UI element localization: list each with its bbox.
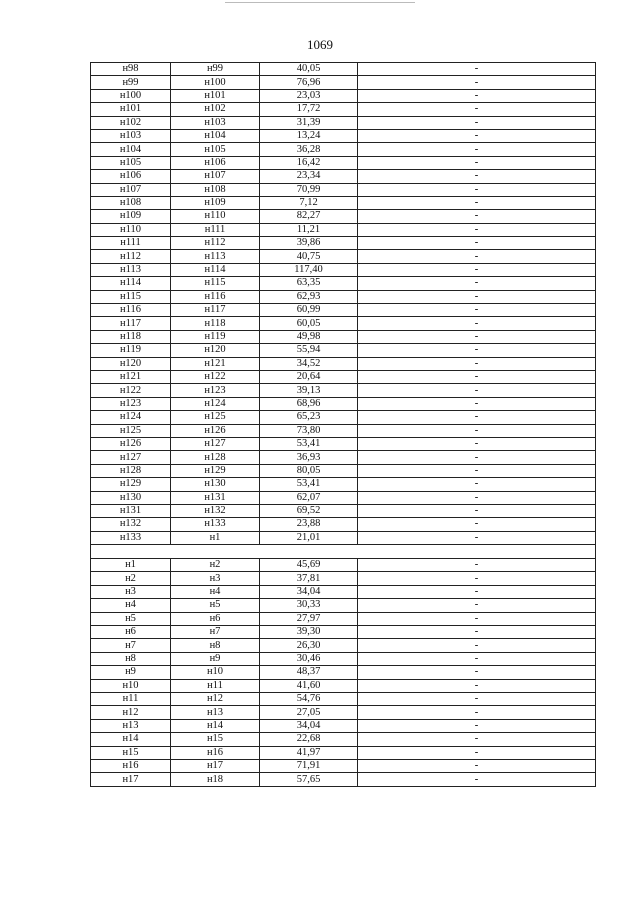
distance-cell: 48,37	[260, 666, 358, 679]
point-from-cell: н111	[91, 237, 171, 250]
distance-cell: 55,94	[260, 344, 358, 357]
spacer-cell	[91, 545, 596, 559]
point-from-cell: н98	[91, 63, 171, 76]
note-cell: -	[358, 437, 596, 450]
distance-cell: 22,68	[260, 733, 358, 746]
distance-cell: 34,04	[260, 585, 358, 598]
note-cell: -	[358, 370, 596, 383]
point-from-cell: н125	[91, 424, 171, 437]
point-from-cell: н126	[91, 437, 171, 450]
table-row	[91, 437, 596, 450]
note-cell: -	[358, 89, 596, 102]
note-cell: -	[358, 424, 596, 437]
distance-cell: 60,99	[260, 304, 358, 317]
table-row	[91, 746, 596, 759]
table-row	[91, 397, 596, 410]
point-to-cell: н2	[171, 559, 260, 572]
note-cell: -	[358, 250, 596, 263]
distance-cell: 53,41	[260, 437, 358, 450]
point-from-cell: н14	[91, 733, 171, 746]
point-to-cell: н4	[171, 585, 260, 598]
point-to-cell: н126	[171, 424, 260, 437]
table-row	[91, 196, 596, 209]
table-row	[91, 626, 596, 639]
point-from-cell: н133	[91, 531, 171, 544]
point-from-cell: н9	[91, 666, 171, 679]
point-to-cell: н120	[171, 344, 260, 357]
note-cell: -	[358, 585, 596, 598]
note-cell: -	[358, 384, 596, 397]
distance-cell: 11,21	[260, 223, 358, 236]
table-row	[91, 210, 596, 223]
table-row	[91, 478, 596, 491]
distance-cell: 80,05	[260, 464, 358, 477]
point-to-cell: н107	[171, 170, 260, 183]
point-to-cell: н109	[171, 196, 260, 209]
distance-cell: 65,23	[260, 411, 358, 424]
point-from-cell: н103	[91, 129, 171, 142]
note-cell: -	[358, 63, 596, 76]
table-row	[91, 63, 596, 76]
point-from-cell: н1	[91, 559, 171, 572]
distance-cell: 26,30	[260, 639, 358, 652]
point-from-cell: н128	[91, 464, 171, 477]
table-row	[91, 344, 596, 357]
distance-cell: 117,40	[260, 263, 358, 276]
point-from-cell: н115	[91, 290, 171, 303]
point-to-cell: н122	[171, 370, 260, 383]
note-cell: -	[358, 210, 596, 223]
table-row	[91, 116, 596, 129]
table-row	[91, 223, 596, 236]
point-to-cell: н6	[171, 612, 260, 625]
top-edge-rule	[225, 2, 415, 3]
distance-cell: 45,69	[260, 559, 358, 572]
boundary-table-body	[91, 63, 596, 787]
point-from-cell: н112	[91, 250, 171, 263]
distance-cell: 62,07	[260, 491, 358, 504]
note-cell: -	[358, 76, 596, 89]
point-from-cell: н123	[91, 397, 171, 410]
distance-cell: 37,81	[260, 572, 358, 585]
table-row	[91, 572, 596, 585]
table-row	[91, 692, 596, 705]
distance-cell: 7,12	[260, 196, 358, 209]
table-row	[91, 639, 596, 652]
note-cell: -	[358, 518, 596, 531]
note-cell: -	[358, 639, 596, 652]
table-row	[91, 773, 596, 786]
point-to-cell: н124	[171, 397, 260, 410]
note-cell: -	[358, 464, 596, 477]
point-from-cell: н10	[91, 679, 171, 692]
point-from-cell: н102	[91, 116, 171, 129]
table-row	[91, 103, 596, 116]
note-cell: -	[358, 666, 596, 679]
distance-cell: 69,52	[260, 504, 358, 517]
distance-cell: 36,28	[260, 143, 358, 156]
distance-cell: 23,03	[260, 89, 358, 102]
table-row	[91, 679, 596, 692]
table-row	[91, 143, 596, 156]
table-row	[91, 237, 596, 250]
table-row	[91, 76, 596, 89]
note-cell: -	[358, 612, 596, 625]
point-from-cell: н3	[91, 585, 171, 598]
point-to-cell: н102	[171, 103, 260, 116]
point-from-cell: н99	[91, 76, 171, 89]
note-cell: -	[358, 773, 596, 786]
note-cell: -	[358, 156, 596, 169]
point-to-cell: н103	[171, 116, 260, 129]
point-to-cell: н9	[171, 652, 260, 665]
note-cell: -	[358, 706, 596, 719]
distance-cell: 34,04	[260, 719, 358, 732]
table-row	[91, 666, 596, 679]
distance-cell: 57,65	[260, 773, 358, 786]
point-to-cell: н115	[171, 277, 260, 290]
table-row	[91, 183, 596, 196]
note-cell: -	[358, 290, 596, 303]
note-cell: -	[358, 344, 596, 357]
note-cell: -	[358, 759, 596, 772]
table-row	[91, 585, 596, 598]
note-cell: -	[358, 183, 596, 196]
point-from-cell: н108	[91, 196, 171, 209]
distance-cell: 49,98	[260, 330, 358, 343]
distance-cell: 17,72	[260, 103, 358, 116]
note-cell: -	[358, 652, 596, 665]
point-to-cell: н11	[171, 679, 260, 692]
point-from-cell: н6	[91, 626, 171, 639]
distance-cell: 27,97	[260, 612, 358, 625]
table-row	[91, 652, 596, 665]
point-to-cell: н17	[171, 759, 260, 772]
table-row	[91, 491, 596, 504]
table-row	[91, 706, 596, 719]
point-to-cell: н100	[171, 76, 260, 89]
point-to-cell: н106	[171, 156, 260, 169]
table-row	[91, 370, 596, 383]
point-from-cell: н117	[91, 317, 171, 330]
note-cell: -	[358, 277, 596, 290]
point-to-cell: н10	[171, 666, 260, 679]
note-cell: -	[358, 733, 596, 746]
point-from-cell: н118	[91, 330, 171, 343]
note-cell: -	[358, 411, 596, 424]
point-to-cell: н130	[171, 478, 260, 491]
point-to-cell: н8	[171, 639, 260, 652]
point-to-cell: н129	[171, 464, 260, 477]
point-to-cell: н7	[171, 626, 260, 639]
distance-cell: 70,99	[260, 183, 358, 196]
table-row	[91, 504, 596, 517]
distance-cell: 23,34	[260, 170, 358, 183]
table-row	[91, 531, 596, 544]
note-cell: -	[358, 719, 596, 732]
point-to-cell: н114	[171, 263, 260, 276]
point-to-cell: н132	[171, 504, 260, 517]
point-to-cell: н16	[171, 746, 260, 759]
distance-cell: 39,30	[260, 626, 358, 639]
table-row	[91, 719, 596, 732]
distance-cell: 21,01	[260, 531, 358, 544]
note-cell: -	[358, 330, 596, 343]
point-from-cell: н5	[91, 612, 171, 625]
note-cell: -	[358, 451, 596, 464]
point-from-cell: н109	[91, 210, 171, 223]
point-to-cell: н105	[171, 143, 260, 156]
distance-cell: 53,41	[260, 478, 358, 491]
distance-cell: 62,93	[260, 290, 358, 303]
point-from-cell: н132	[91, 518, 171, 531]
point-from-cell: н12	[91, 706, 171, 719]
point-from-cell: н120	[91, 357, 171, 370]
distance-cell: 60,05	[260, 317, 358, 330]
distance-cell: 82,27	[260, 210, 358, 223]
point-to-cell: н99	[171, 63, 260, 76]
note-cell: -	[358, 491, 596, 504]
point-from-cell: н15	[91, 746, 171, 759]
point-to-cell: н121	[171, 357, 260, 370]
distance-cell: 63,35	[260, 277, 358, 290]
distance-cell: 71,91	[260, 759, 358, 772]
point-from-cell: н113	[91, 263, 171, 276]
point-to-cell: н101	[171, 89, 260, 102]
point-to-cell: н111	[171, 223, 260, 236]
point-from-cell: н17	[91, 773, 171, 786]
point-from-cell: н4	[91, 599, 171, 612]
point-from-cell: н2	[91, 572, 171, 585]
note-cell: -	[358, 599, 596, 612]
point-to-cell: н127	[171, 437, 260, 450]
point-to-cell: н18	[171, 773, 260, 786]
distance-cell: 54,76	[260, 692, 358, 705]
note-cell: -	[358, 170, 596, 183]
note-cell: -	[358, 504, 596, 517]
note-cell: -	[358, 572, 596, 585]
point-to-cell: н116	[171, 290, 260, 303]
table-row	[91, 317, 596, 330]
point-from-cell: н127	[91, 451, 171, 464]
note-cell: -	[358, 304, 596, 317]
table-row	[91, 304, 596, 317]
note-cell: -	[358, 196, 596, 209]
page-number: 1069	[307, 37, 333, 52]
table-row	[91, 170, 596, 183]
distance-cell: 41,60	[260, 679, 358, 692]
table-row	[91, 129, 596, 142]
table-row	[91, 451, 596, 464]
note-cell: -	[358, 237, 596, 250]
point-to-cell: н133	[171, 518, 260, 531]
note-cell: -	[358, 357, 596, 370]
table-row	[91, 464, 596, 477]
distance-cell: 31,39	[260, 116, 358, 129]
point-from-cell: н121	[91, 370, 171, 383]
point-from-cell: н119	[91, 344, 171, 357]
point-to-cell: н113	[171, 250, 260, 263]
note-cell: -	[358, 103, 596, 116]
distance-cell: 30,33	[260, 599, 358, 612]
note-cell: -	[358, 397, 596, 410]
note-cell: -	[358, 143, 596, 156]
note-cell: -	[358, 679, 596, 692]
point-to-cell: н108	[171, 183, 260, 196]
point-from-cell: н8	[91, 652, 171, 665]
point-from-cell: н130	[91, 491, 171, 504]
distance-cell: 20,64	[260, 370, 358, 383]
point-to-cell: н13	[171, 706, 260, 719]
table-row	[91, 612, 596, 625]
note-cell: -	[358, 559, 596, 572]
point-from-cell: н13	[91, 719, 171, 732]
boundary-table	[90, 62, 596, 787]
distance-cell: 73,80	[260, 424, 358, 437]
table-row	[91, 290, 596, 303]
table-row	[91, 357, 596, 370]
table-row	[91, 384, 596, 397]
table-row	[91, 411, 596, 424]
note-cell: -	[358, 317, 596, 330]
point-from-cell: н106	[91, 170, 171, 183]
point-from-cell: н129	[91, 478, 171, 491]
point-from-cell: н100	[91, 89, 171, 102]
table-row	[91, 759, 596, 772]
point-from-cell: н11	[91, 692, 171, 705]
distance-cell: 39,86	[260, 237, 358, 250]
note-cell: -	[358, 692, 596, 705]
table-row	[91, 599, 596, 612]
distance-cell: 23,88	[260, 518, 358, 531]
point-from-cell: н101	[91, 103, 171, 116]
distance-cell: 27,05	[260, 706, 358, 719]
note-cell: -	[358, 223, 596, 236]
point-from-cell: н110	[91, 223, 171, 236]
table-row	[91, 330, 596, 343]
table-spacer-row	[91, 545, 596, 559]
point-to-cell: н112	[171, 237, 260, 250]
point-from-cell: н116	[91, 304, 171, 317]
point-to-cell: н15	[171, 733, 260, 746]
note-cell: -	[358, 531, 596, 544]
point-to-cell: н119	[171, 330, 260, 343]
distance-cell: 40,05	[260, 63, 358, 76]
point-to-cell: н5	[171, 599, 260, 612]
note-cell: -	[358, 116, 596, 129]
note-cell: -	[358, 746, 596, 759]
point-from-cell: н16	[91, 759, 171, 772]
table-row	[91, 250, 596, 263]
distance-cell: 41,97	[260, 746, 358, 759]
note-cell: -	[358, 626, 596, 639]
note-cell: -	[358, 478, 596, 491]
distance-cell: 68,96	[260, 397, 358, 410]
distance-cell: 76,96	[260, 76, 358, 89]
point-to-cell: н117	[171, 304, 260, 317]
point-to-cell: н125	[171, 411, 260, 424]
point-from-cell: н131	[91, 504, 171, 517]
point-to-cell: н131	[171, 491, 260, 504]
point-from-cell: н107	[91, 183, 171, 196]
point-from-cell: н7	[91, 639, 171, 652]
point-from-cell: н104	[91, 143, 171, 156]
table-row	[91, 733, 596, 746]
point-to-cell: н1	[171, 531, 260, 544]
distance-cell: 34,52	[260, 357, 358, 370]
distance-cell: 13,24	[260, 129, 358, 142]
table-row	[91, 277, 596, 290]
point-to-cell: н118	[171, 317, 260, 330]
distance-cell: 30,46	[260, 652, 358, 665]
distance-cell: 16,42	[260, 156, 358, 169]
distance-cell: 39,13	[260, 384, 358, 397]
table-row	[91, 156, 596, 169]
table-row	[91, 559, 596, 572]
note-cell: -	[358, 263, 596, 276]
distance-cell: 40,75	[260, 250, 358, 263]
point-to-cell: н3	[171, 572, 260, 585]
point-to-cell: н123	[171, 384, 260, 397]
point-from-cell: н124	[91, 411, 171, 424]
point-to-cell: н14	[171, 719, 260, 732]
table-row	[91, 263, 596, 276]
point-from-cell: н122	[91, 384, 171, 397]
point-to-cell: н110	[171, 210, 260, 223]
point-to-cell: н12	[171, 692, 260, 705]
point-to-cell: н128	[171, 451, 260, 464]
note-cell: -	[358, 129, 596, 142]
point-to-cell: н104	[171, 129, 260, 142]
table-row	[91, 89, 596, 102]
table-row	[91, 424, 596, 437]
distance-cell: 36,93	[260, 451, 358, 464]
table-row	[91, 518, 596, 531]
point-from-cell: н114	[91, 277, 171, 290]
point-from-cell: н105	[91, 156, 171, 169]
